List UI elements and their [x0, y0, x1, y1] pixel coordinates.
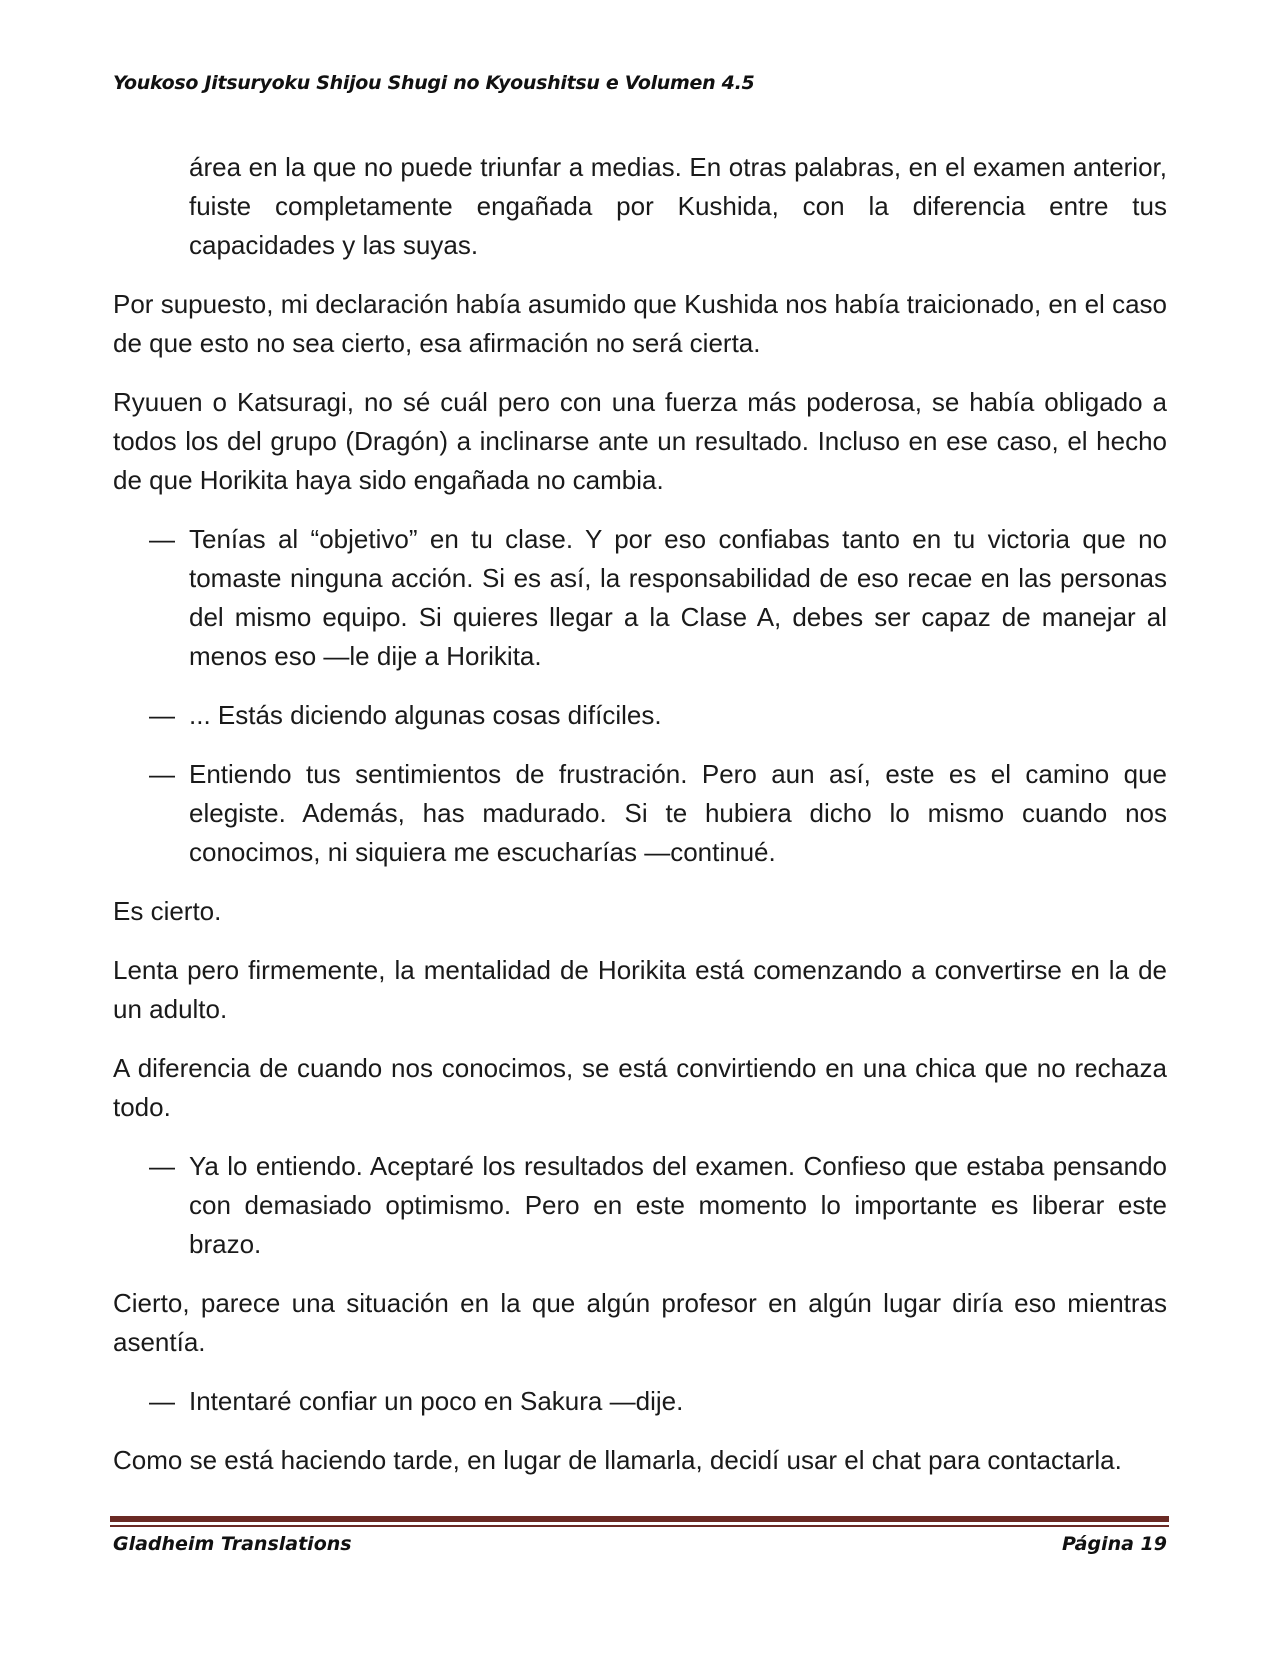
running-header: Youkoso Jitsuryoku Shijou Shugi no Kyoushitsu e Volumen 4.5 — [113, 72, 755, 94]
dialogue-text: Entiendo tus sentimientos de frustración. Pero aun así, este es el camino que elegiste. Además, has madurado. Si te hubiera dicho lo mismo cuando nos conocimos, ni siquiera me escucharías —continué. — [189, 759, 1167, 867]
dialogue-dash: — — [149, 524, 175, 554]
dialogue-block — [113, 1382, 1167, 1421]
footer-rule-thin — [110, 1525, 1169, 1527]
dialogue-block — [113, 1147, 1167, 1264]
page-body — [113, 148, 1167, 1500]
dialogue-text: ... Estás diciendo algunas cosas difíciles. — [189, 700, 662, 730]
dialogue-line — [113, 696, 1167, 735]
dialogue-text: Tenías al “objetivo” en tu clase. Y por eso confiabas tanto en tu victoria que no tomaste ninguna acción. Si es así, la responsabilidad de eso recae en las personas del mismo equipo. Si quieres llegar a la Clase A, debes ser capaz de manejar al menos eso —le dije a Horikita. — [189, 524, 1167, 671]
dialogue-line — [113, 1147, 1167, 1264]
paragraph: Es cierto. — [113, 896, 222, 926]
paragraph: Por supuesto, mi declaración había asumido que Kushida nos había traicionado, en el caso de que esto no sea cierto, esa afirmación no será cierta. — [113, 289, 1167, 358]
dialogue-dash: — — [149, 1151, 175, 1181]
paragraph: Ryuuen o Katsuragi, no sé cuál pero con una fuerza más poderosa, se había obligado a todos los del grupo (Dragón) a inclinarse ante un resultado. Incluso en ese caso, el hecho de que Horikita haya sido engañada no cambia. — [113, 387, 1167, 495]
footer-rule — [110, 1516, 1169, 1522]
paragraph: Como se está haciendo tarde, en lugar de llamarla, decidí usar el chat para contactarla. — [113, 1445, 1122, 1475]
dialogue-block — [113, 520, 1167, 872]
dialogue-line — [113, 520, 1167, 676]
dialogue-text: Intentaré confiar un poco en Sakura —dije. — [189, 1386, 684, 1416]
paragraph: Cierto, parece una situación en la que algún profesor en algún lugar diría eso mientras asentía. — [113, 1288, 1167, 1357]
dialogue-dash: — — [149, 759, 175, 789]
dialogue-text: Ya lo entiendo. Aceptaré los resultados del examen. Confieso que estaba pensando con demasiado optimismo. Pero en este momento lo importante es liberar este brazo. — [189, 1151, 1167, 1259]
paragraph-continued: área en la que no puede triunfar a medias. En otras palabras, en el examen anterior, fuiste completamente engañada por Kushida, con la diferencia entre tus capacidades y las suyas. — [189, 152, 1167, 260]
dialogue-dash: — — [149, 1386, 175, 1416]
dialogue-line — [113, 755, 1167, 872]
dialogue-line — [113, 1382, 1167, 1421]
paragraph: Lenta pero firmemente, la mentalidad de Horikita está comenzando a convertirse en la de un adulto. — [113, 955, 1167, 1024]
dialogue-dash: — — [149, 700, 175, 730]
page-number: Página 19 — [1061, 1533, 1167, 1555]
paragraph: A diferencia de cuando nos conocimos, se está convirtiendo en una chica que no rechaza todo. — [113, 1053, 1167, 1122]
footer-credit: Gladheim Translations — [113, 1533, 352, 1555]
